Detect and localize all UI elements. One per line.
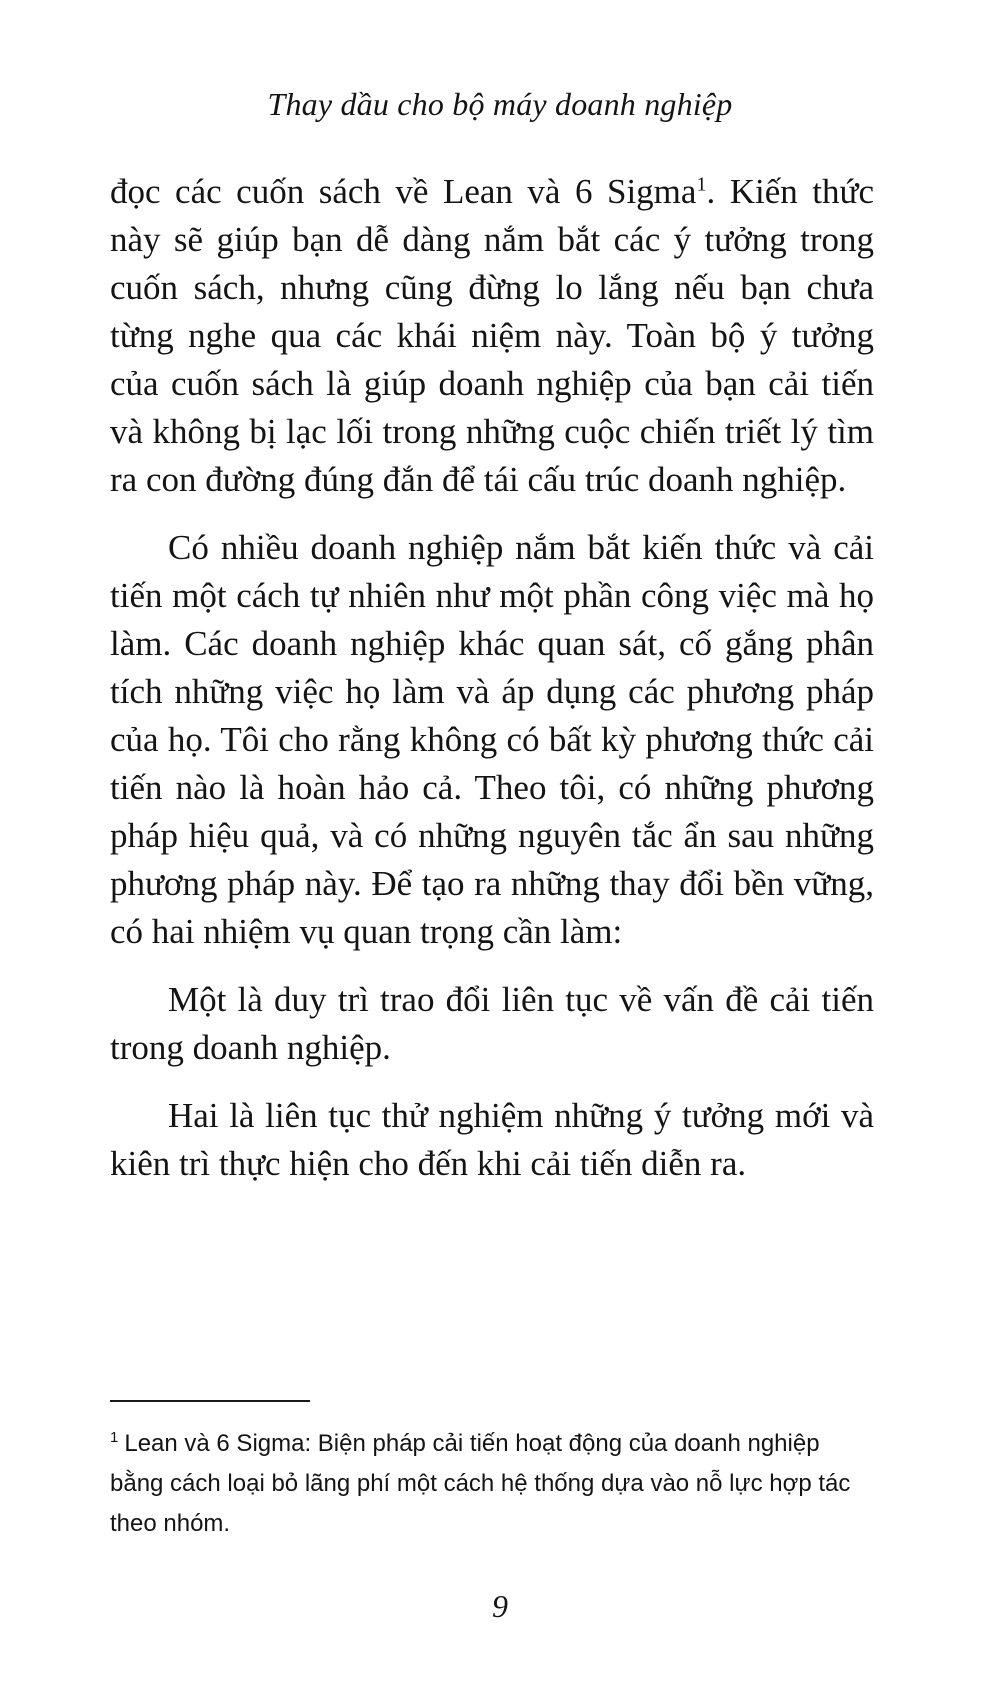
footnote-reference-mark: 1: [696, 173, 707, 196]
footnote: [110, 1424, 874, 1544]
running-header: Thay dầu cho bộ máy doanh nghiệp: [267, 86, 733, 122]
paragraph-2: Có nhiều doanh nghiệp nắm bắt kiến thức và cải tiến một cách tự nhiên như một phần công việc mà họ làm. Các doanh nghiệp khác quan sát, cố gắng phân tích những việc họ làm và áp dụng các phương pháp của họ. Tôi cho rằng không có bất kỳ phương thức cải tiến nào là hoàn hảo cả. Theo tôi, có những phương pháp hiệu quả, và có những nguyên tắc ẩn sau những phương pháp này. Để tạo ra những thay đổi bền vững, có hai nhiệm vụ quan trọng cần làm:: [110, 528, 874, 951]
paragraph-1-text-b: . Kiến thức này sẽ giúp bạn dễ dàng nắm bắt các ý tưởng trong cuốn sách, nhưng cũng đừng lo lắng nếu bạn chưa từng nghe qua các khái niệm này. Toàn bộ ý tưởng của cuốn sách là giúp doanh nghiệp của bạn cải tiến và không bị lạc lối trong những cuộc chiến triết lý tìm ra con đường đúng đắn để tái cấu trúc doanh nghiệp.: [110, 172, 874, 499]
footnote-mark: 1: [110, 1429, 119, 1446]
footnote-text: Lean và 6 Sigma: Biện pháp cải tiến hoạt động của doanh nghiệp bằng cách loại bỏ lãng phí một cách hệ thống dựa vào nỗ lực hợp tác theo nhóm.: [110, 1430, 851, 1537]
body-text: [110, 168, 874, 1188]
paragraph-1-text-a: đọc các cuốn sách về Lean và 6 Sigma: [110, 172, 697, 211]
paragraph-1: [110, 168, 874, 504]
footnote-divider: [110, 1400, 310, 1402]
page-number: 9: [492, 1588, 508, 1624]
paragraph-4: Hai là liên tục thử nghiệm những ý tưởng mới và kiên trì thực hiện cho đến khi cải tiến diễn ra.: [110, 1096, 874, 1183]
paragraph-3: Một là duy trì trao đổi liên tục về vấn đề cải tiến trong doanh nghiệp.: [110, 980, 874, 1067]
